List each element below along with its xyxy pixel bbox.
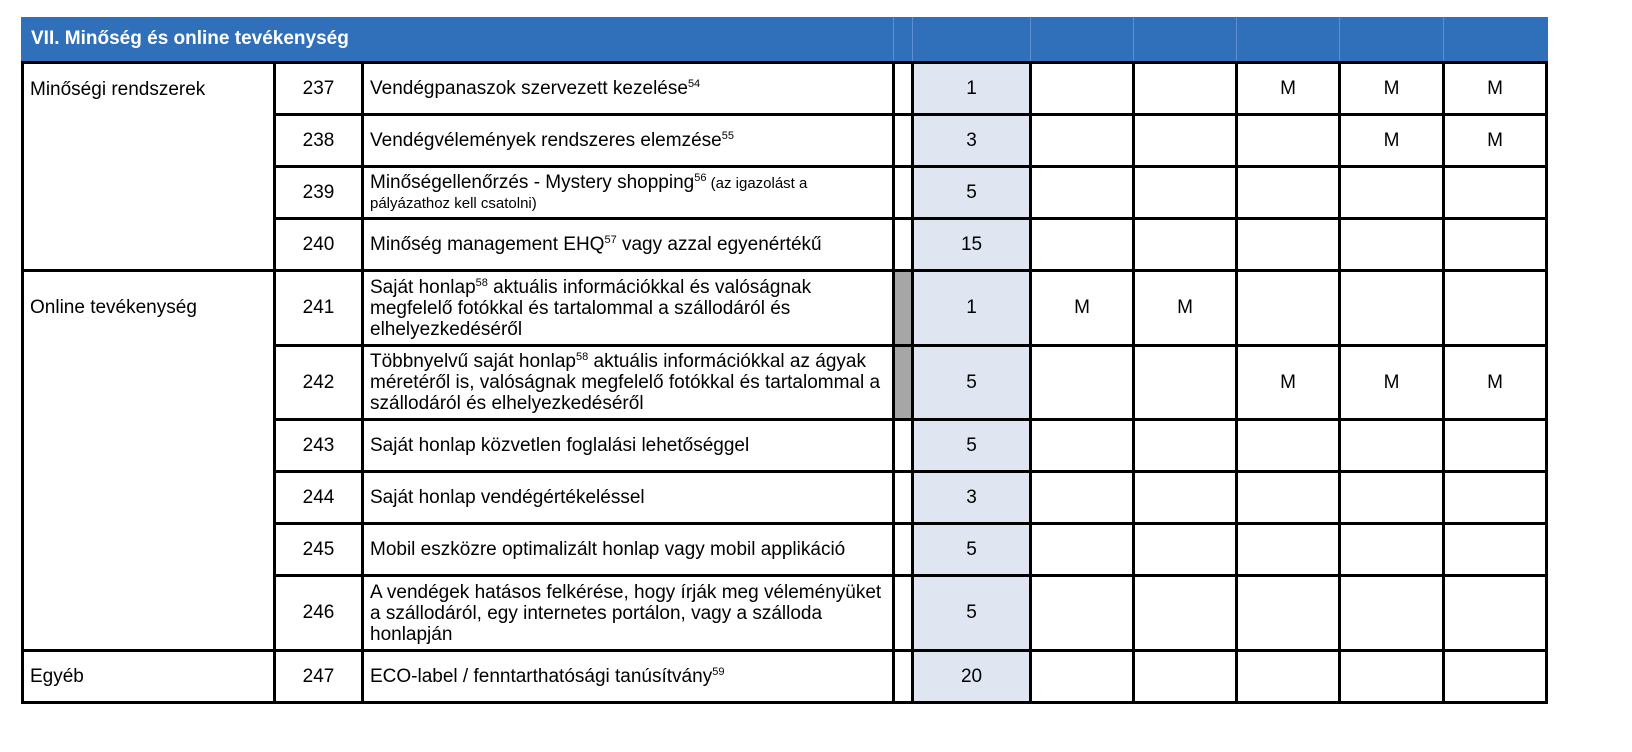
mark-cell [1444, 524, 1547, 576]
item-note: (az igazolást a pályázathoz kell csatolni) [370, 174, 808, 212]
mark-cell [1237, 219, 1340, 271]
mark-cell [1444, 472, 1547, 524]
mark-cell [1340, 651, 1444, 703]
item-description: Minőségellenőrzés - Mystery shopping$^{56}$ (az igazolást a pályázathoz kell csatolni) [363, 167, 894, 219]
separator-cell [894, 576, 913, 651]
separator-cell [894, 115, 913, 167]
separator-cell [894, 524, 913, 576]
separator-cell [894, 346, 913, 420]
mark-cell [1237, 524, 1340, 576]
section-title: VII. Minőség és online tevékenység [23, 17, 894, 63]
mark-cell: M [1237, 63, 1340, 115]
mark-cell [1444, 576, 1547, 651]
points-cell: 5 [913, 420, 1031, 472]
section-header-row [23, 17, 1547, 63]
mark-cell [1444, 219, 1547, 271]
mark-cell [1444, 420, 1547, 472]
header-cell [894, 17, 913, 63]
table-row [23, 651, 1547, 703]
points-cell: 1 [913, 63, 1031, 115]
mark-cell [1031, 576, 1134, 651]
mark-cell: M [1340, 63, 1444, 115]
points-cell: 5 [913, 167, 1031, 219]
item-description: Saját honlap$^{58}$ aktuális információkkal és valóságnak megfelelő fotókkal és tartalommal a szállodáról és elhelyezkedéséről [363, 271, 894, 346]
mark-cell [1340, 219, 1444, 271]
mark-cell [1237, 167, 1340, 219]
item-description: Vendégvélemények rendszeres elemzése$^{55}$ [363, 115, 894, 167]
item-description: ECO-label / fenntarthatósági tanúsítvány$^{59}$ [363, 651, 894, 703]
header-cell [1134, 17, 1237, 63]
mark-cell: M [1134, 271, 1237, 346]
mark-cell [1237, 472, 1340, 524]
mark-cell [1031, 524, 1134, 576]
item-description: Mobil eszközre optimalizált honlap vagy mobil applikáció [363, 524, 894, 576]
separator-cell [894, 219, 913, 271]
mark-cell [1031, 115, 1134, 167]
item-number: 240 [275, 219, 363, 271]
points-cell: 1 [913, 271, 1031, 346]
mark-cell [1134, 524, 1237, 576]
category-cell [23, 63, 275, 271]
mark-cell [1340, 472, 1444, 524]
item-number: 244 [275, 472, 363, 524]
mark-cell: M [1237, 346, 1340, 420]
mark-cell [1031, 651, 1134, 703]
separator-cell [894, 472, 913, 524]
mark-cell [1031, 420, 1134, 472]
header-cell [1237, 17, 1340, 63]
separator-cell [894, 167, 913, 219]
table-row [23, 271, 1547, 346]
criteria-table [21, 17, 1548, 704]
mark-cell [1134, 167, 1237, 219]
mark-cell [1134, 346, 1237, 420]
points-cell: 3 [913, 115, 1031, 167]
header-cell [1444, 17, 1547, 63]
separator-cell [894, 63, 913, 115]
item-description: Minőség management EHQ$^{57}$ vagy azzal egyenértékű [363, 219, 894, 271]
item-number: 242 [275, 346, 363, 420]
mark-cell [1134, 576, 1237, 651]
mark-cell [1340, 420, 1444, 472]
mark-cell [1444, 271, 1547, 346]
category-cell [23, 271, 275, 651]
mark-cell [1237, 420, 1340, 472]
mark-cell [1134, 115, 1237, 167]
points-cell: 5 [913, 346, 1031, 420]
item-description: Többnyelvű saját honlap$^{58}$ aktuális információkkal az ágyak méretéről is, valóságnak megfelelő fotókkal és tartalommal a szállodáról és elhelyezkedéséről [363, 346, 894, 420]
mark-cell: M [1444, 115, 1547, 167]
category-cell [23, 651, 275, 703]
mark-cell: M [1444, 346, 1547, 420]
mark-cell [1134, 63, 1237, 115]
mark-cell: M [1340, 115, 1444, 167]
item-number: 246 [275, 576, 363, 651]
header-cell [913, 17, 1031, 63]
mark-cell [1031, 63, 1134, 115]
category-label: Minőségi rendszerek [30, 79, 206, 100]
item-number: 247 [275, 651, 363, 703]
separator-cell [894, 420, 913, 472]
item-description: Vendégpanaszok szervezett kezelése$^{54}$ [363, 63, 894, 115]
mark-cell [1134, 420, 1237, 472]
mark-cell [1237, 651, 1340, 703]
item-description: A vendégek hatásos felkérése, hogy írják meg véleményüket a szállodáról, egy internetes portálon, vagy a szálloda honlapján [363, 576, 894, 651]
item-description: Saját honlap vendégértékeléssel [363, 472, 894, 524]
item-number: 237 [275, 63, 363, 115]
mark-cell [1031, 472, 1134, 524]
separator-cell [894, 271, 913, 346]
mark-cell [1134, 219, 1237, 271]
points-cell: 20 [913, 651, 1031, 703]
mark-cell [1340, 167, 1444, 219]
mark-cell [1134, 472, 1237, 524]
mark-cell [1237, 576, 1340, 651]
mark-cell [1237, 115, 1340, 167]
mark-cell [1031, 167, 1134, 219]
category-label: Online tevékenység [30, 297, 197, 318]
mark-cell [1444, 651, 1547, 703]
points-cell: 5 [913, 576, 1031, 651]
points-cell: 3 [913, 472, 1031, 524]
header-cell [1340, 17, 1444, 63]
header-cell [1031, 17, 1134, 63]
mark-cell: M [1340, 346, 1444, 420]
table-row [23, 63, 1547, 115]
mark-cell [1031, 219, 1134, 271]
points-cell: 5 [913, 524, 1031, 576]
mark-cell [1134, 651, 1237, 703]
item-number: 241 [275, 271, 363, 346]
mark-cell [1340, 524, 1444, 576]
mark-cell [1031, 346, 1134, 420]
mark-cell [1340, 576, 1444, 651]
mark-cell [1237, 271, 1340, 346]
mark-cell: M [1444, 63, 1547, 115]
item-description: Saját honlap közvetlen foglalási lehetőséggel [363, 420, 894, 472]
item-number: 239 [275, 167, 363, 219]
category-label: Egyéb [30, 665, 84, 687]
mark-cell: M [1031, 271, 1134, 346]
item-number: 245 [275, 524, 363, 576]
mark-cell [1444, 167, 1547, 219]
points-cell: 15 [913, 219, 1031, 271]
item-number: 243 [275, 420, 363, 472]
item-number: 238 [275, 115, 363, 167]
mark-cell [1340, 271, 1444, 346]
separator-cell [894, 651, 913, 703]
